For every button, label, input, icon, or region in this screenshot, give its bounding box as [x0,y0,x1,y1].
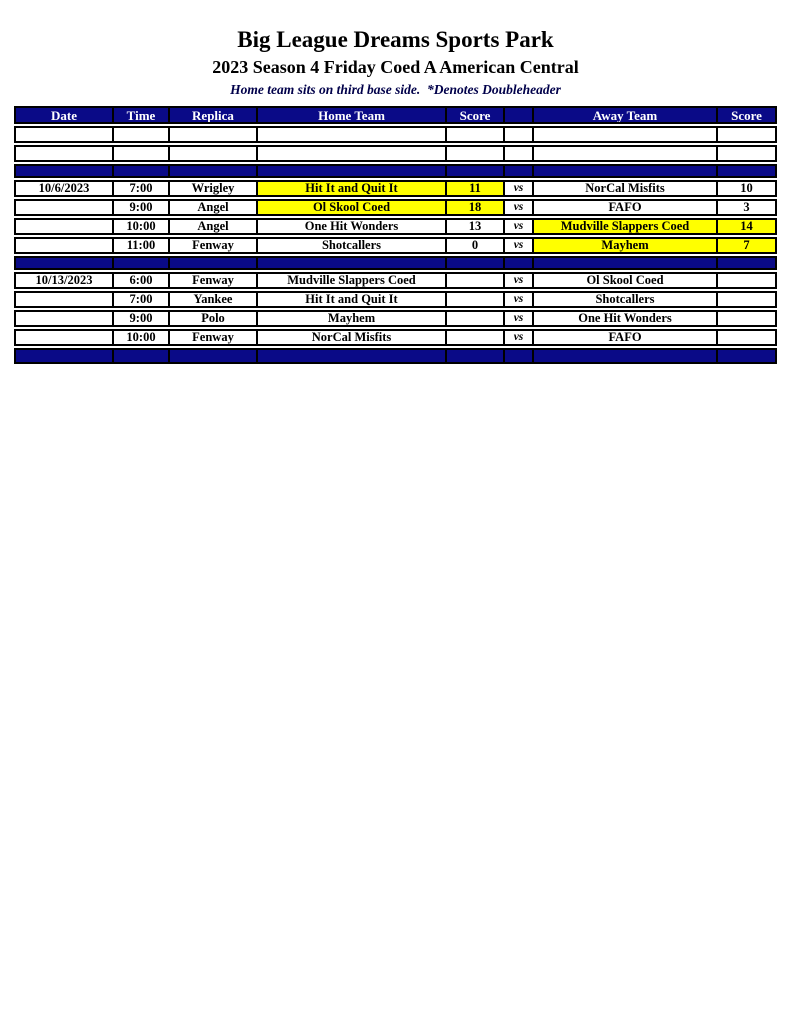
cell-replica: Fenway [170,274,258,287]
cell-away-team: Mudville Slappers Coed [534,220,718,233]
cell-vs: vs [505,312,534,325]
cell-vs: vs [505,239,534,252]
cell-replica: Angel [170,220,258,233]
cell-away-score: 10 [740,182,753,195]
cell-date [16,220,114,233]
league-subtitle: 2023 Season 4 Friday Coed A American Central [212,57,579,77]
cell-home-score [447,274,505,287]
empty-cell [505,128,534,141]
cell-away-team: Ol Skool Coed [534,274,718,287]
separator-cell [718,258,775,268]
column-header-date: Date [16,108,114,122]
cell-away-score [718,312,775,325]
empty-cell [718,147,775,160]
cell-time: 10:00 [114,331,170,344]
cell-home-team: Hit It and Quit It [258,293,447,306]
cell-vs: vs [505,220,534,233]
empty-row [14,145,777,162]
cell-away-score: 14 [718,220,775,233]
separator-cell [505,258,534,268]
column-header-vs [505,108,534,122]
separator-row [14,164,777,178]
cell-home-score: 18 [447,201,505,214]
game-row [14,180,777,197]
table-header-row [14,106,777,124]
game-row [14,237,777,254]
game-row [14,199,777,216]
column-header-home-team: Home Team [258,108,447,122]
cell-time: 9:00 [114,312,170,325]
separator-cell [114,258,170,268]
separator-cell [718,166,775,176]
home-team-note: Home team sits on third base side. *Denotes Doubleheader [230,82,561,97]
cell-home-team: Ol Skool Coed [258,201,447,214]
cell-replica: Angel [170,201,258,214]
cell-time: 7:00 [114,293,170,306]
empty-cell [534,128,718,141]
separator-row [14,348,777,364]
separator-cell [505,166,534,176]
empty-cell [718,128,775,141]
cell-vs: vs [505,201,534,214]
cell-vs: vs [505,182,534,195]
cell-away-team: FAFO [534,201,718,214]
cell-time: 9:00 [114,201,170,214]
cell-away-team: NorCal Misfits [534,182,718,195]
cell-replica: Fenway [170,331,258,344]
separator-cell [170,166,258,176]
schedule-table [14,106,777,364]
cell-date: 10/6/2023 [16,182,114,195]
empty-cell [258,147,447,160]
separator-cell [447,166,505,176]
cell-vs: vs [505,274,534,287]
separator-cell [447,350,505,362]
empty-cell [170,147,258,160]
cell-replica: Yankee [170,293,258,306]
game-row [14,310,777,327]
cell-home-score: 13 [447,220,505,233]
empty-cell [258,128,447,141]
cell-home-team: Shotcallers [258,239,447,252]
empty-cell [447,128,505,141]
cell-away-score [718,274,775,287]
cell-home-team: One Hit Wonders [258,220,447,233]
column-header-away-score: Score [731,108,762,122]
cell-home-team: Mudville Slappers Coed [258,274,447,287]
cell-date [16,331,114,344]
cell-away-team: Shotcallers [534,293,718,306]
separator-cell [114,350,170,362]
cell-vs: vs [505,293,534,306]
separator-cell [16,258,114,268]
empty-cell [447,147,505,160]
column-header-time: Time [114,108,170,122]
separator-cell [16,166,114,176]
separator-cell [258,350,447,362]
cell-away-team: Mayhem [534,239,718,252]
empty-cell [170,128,258,141]
cell-home-score [447,312,505,325]
column-header-replica: Replica [170,108,258,122]
cell-away-team: FAFO [534,331,718,344]
empty-cell [16,128,114,141]
separator-cell [534,258,718,268]
cell-replica: Wrigley [170,182,258,195]
cell-home-score: 11 [447,182,505,195]
cell-date [16,312,114,325]
empty-cell [114,147,170,160]
separator-cell [447,258,505,268]
separator-cell [170,258,258,268]
separator-cell [534,166,718,176]
cell-away-score: 7 [718,239,775,252]
cell-date [16,239,114,252]
cell-vs: vs [505,331,534,344]
separator-cell [114,166,170,176]
column-header-home-score: Score [447,108,505,122]
cell-time: 6:00 [114,274,170,287]
game-row [14,291,777,308]
empty-cell [16,147,114,160]
game-row [14,329,777,346]
cell-away-team: One Hit Wonders [534,312,718,325]
separator-cell [258,166,447,176]
cell-home-team: NorCal Misfits [258,331,447,344]
cell-time: 11:00 [114,239,170,252]
cell-home-score [447,293,505,306]
separator-cell [534,350,718,362]
game-row [14,218,777,235]
empty-cell [114,128,170,141]
separator-row [14,256,777,270]
cell-time: 7:00 [114,182,170,195]
cell-home-score: 0 [447,239,505,252]
empty-row [14,126,777,143]
separator-cell [16,350,114,362]
cell-date [16,201,114,214]
game-row [14,272,777,289]
cell-replica: Fenway [170,239,258,252]
empty-cell [505,147,534,160]
cell-date: 10/13/2023 [16,274,114,287]
cell-replica: Polo [170,312,258,325]
empty-cell [534,147,718,160]
separator-cell [258,258,447,268]
separator-cell [170,350,258,362]
cell-away-score [718,331,775,344]
separator-cell [505,350,534,362]
cell-time: 10:00 [114,220,170,233]
cell-home-team: Hit It and Quit It [258,182,447,195]
cell-date [16,293,114,306]
page-title: Big League Dreams Sports Park [237,27,554,52]
cell-home-score [447,331,505,344]
cell-away-score: 3 [743,201,750,214]
column-header-away-team: Away Team [534,108,718,122]
separator-cell [718,350,775,362]
cell-home-team: Mayhem [258,312,447,325]
cell-away-score [718,293,775,306]
